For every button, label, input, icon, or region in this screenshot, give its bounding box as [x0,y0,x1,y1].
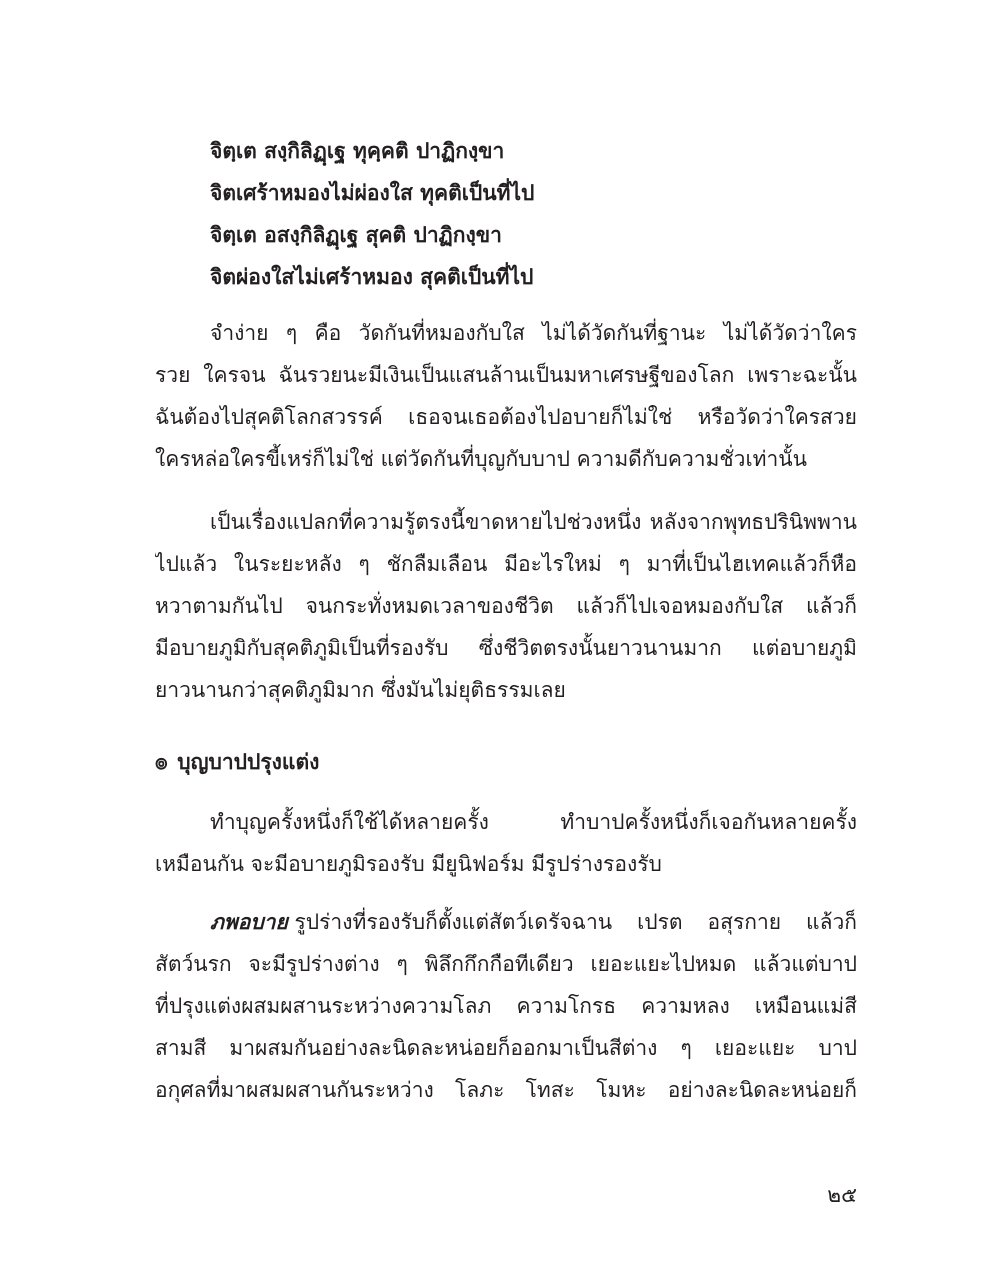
section-title: บุญบาปปรุงแต่ง [177,749,320,774]
text-line: ไปแล้ว ในระยะหลัง ๆ ชักลืมเลือน มีอะไรใหม่ ๆ มาที่เป็นไฮเทคแล้วก็หือ [155,551,857,576]
section-marker: ๏ [155,749,168,774]
text-line: ฉันต้องไปสุคติโลกสวรรค์ เธอจนเธอต้องไปอบายก็ไม่ใช่ หรือวัดว่าใครสวย [155,404,857,429]
text-line: รวย ใครจน ฉันรวยนะมีเงินเป็นแสนล้านเป็นมหาเศรษฐีของโลก เพราะฉะนั้น [155,362,857,387]
verse-line: จิตผ่องใสไม่เศร้าหมอง สุคติเป็นที่ไป [210,264,534,289]
body-paragraph [155,801,857,885]
text-line [155,901,857,943]
text-line: หวาตามกันไป จนกระทั่งหมดเวลาของชีวิต แล้วก็ไปเจอหมองกับใส แล้วก็ [155,593,857,618]
text-line: อกุศลที่มาผสมผสานกันระหว่าง โลภะ โทสะ โมหะ อย่างละนิดละหน่อยก็ [155,1077,857,1102]
verse-line: จิตฺเต สงฺกิลิฏฺเฐ ทุคฺคติ ปาฏิกงฺขา [210,138,505,163]
text-line: ยาวนานกว่าสุคติภูมิมาก ซึ่งมันไม่ยุติธรรมเลย [155,677,566,702]
text-line: เหมือนกัน จะมีอบายภูมิรองรับ มียูนิฟอร์ม มีรูปร่างรองรับ [155,851,662,876]
verse-line: จิตเศร้าหมองไม่ผ่องใส ทุคติเป็นที่ไป [210,180,535,205]
body-paragraph [155,901,857,1111]
text-line: สัตว์นรก จะมีรูปร่างต่าง ๆ พิลึกกึกกือทีเดียว เยอะแยะไปหมด แล้วแต่บาป [155,951,857,976]
pali-verse-stanza [210,130,857,298]
section-heading [155,741,857,783]
body-paragraph [155,501,857,711]
text-line: ใครหล่อใครขี้เหร่ก็ไม่ใช่ แต่วัดกันที่บุญกับบาป ความดีกับความชั่วเท่านั้น [155,446,808,471]
text-line: ทำบุญครั้งหนึ่งก็ใช้ได้หลายครั้ง ทำบาปครั้งหนึ่งก็เจอกันหลายครั้ง [210,809,857,834]
text-line: จำง่าย ๆ คือ วัดกันที่หมองกับใส ไม่ได้วัดกันที่ฐานะ ไม่ได้วัดว่าใคร [210,320,857,345]
text-line: มีอบายภูมิกับสุคติภูมิเป็นที่รองรับ ซึ่งชีวิตตรงนั้นยาวนานมาก แต่อบายภูมิ [155,635,857,660]
page-number: ๒๕ [827,1182,857,1207]
text-line: เป็นเรื่องแปลกที่ความรู้ตรงนี้ขาดหายไปช่วงหนึ่ง หลังจากพุทธปรินิพพาน [210,509,857,534]
paragraph-lead-term: ภพอบาย [210,909,288,934]
section-heading-line [155,741,857,783]
text-line: ที่ปรุงแต่งผสมผสานระหว่างความโลภ ความโกรธ ความหลง เหมือนแม่สี [155,993,857,1018]
text-line: สามสี มาผสมกันอย่างละนิดละหน่อยก็ออกมาเป็นสีต่าง ๆ เยอะแยะ บาป [155,1035,857,1060]
body-paragraph [155,312,857,480]
text-line-content: รูปร่างที่รองรับก็ตั้งแต่สัตว์เดรัจฉาน เปรต อสุรกาย แล้วก็ [294,909,857,934]
verse-line: จิตฺเต อสงฺกิลิฏฺเฐ สุคติ ปาฏิกงฺขา [210,222,502,247]
